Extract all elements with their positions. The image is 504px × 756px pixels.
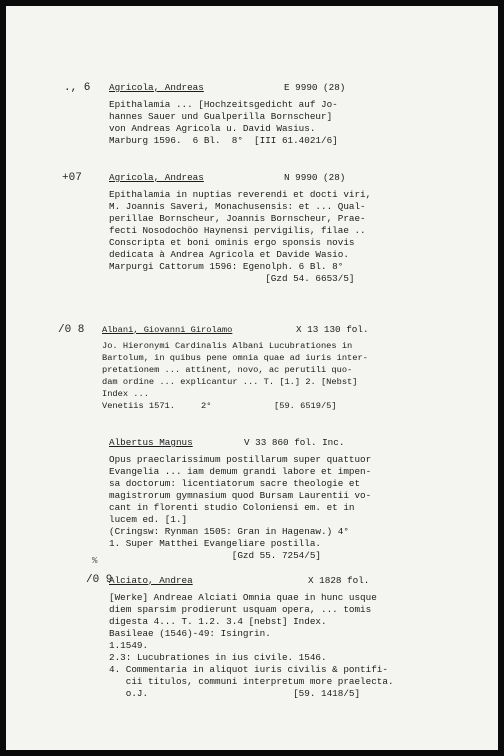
- card-heading: Albani, Giovanni Girolamo: [102, 325, 233, 335]
- card-line: Index ...: [102, 389, 149, 399]
- card-line: [Gzd 55. 7254/5]: [109, 550, 322, 561]
- card-heading: Agricola, Andreas: [109, 172, 204, 183]
- shelf-mark: E 9990 (28): [284, 82, 346, 93]
- card-line: Evangelia ... iam demum grandi labore et impen-: [109, 466, 372, 477]
- catalog-sheet: [6, 6, 498, 750]
- card-line: Venetiis 1571. 2° [59. 6519/5]: [102, 401, 337, 411]
- card-line: (Cringsw: Rynman 1505: Gran in Hagenaw.) 4°: [109, 526, 349, 537]
- card-number: +07: [62, 172, 82, 184]
- card-number: /0 9: [86, 574, 113, 586]
- card-line: 4. Commentaria in aliquot iuris civilis & pontifi-: [109, 664, 388, 675]
- card-heading: Agricola, Andreas: [109, 82, 204, 93]
- card-line: o.J. [59. 1418/5]: [109, 688, 361, 699]
- card-number: /0 8: [58, 324, 85, 336]
- card-line: [Gzd 54. 6653/5]: [109, 273, 355, 284]
- card-line: 2.3: Lucubrationes in ius civile. 1546.: [109, 652, 327, 663]
- card-line: lucem ed. [1.]: [109, 514, 188, 525]
- card-line: Marburg 1596. 6 Bl. 8° [III 61.4021/6]: [109, 135, 338, 146]
- card-line: Opus praeclarissimum postillarum super quattuor: [109, 454, 372, 465]
- card-heading: Albertus Magnus: [109, 437, 193, 448]
- card-line: dedicata à Andrea Agricola et Davide Wasio.: [109, 249, 349, 260]
- card-line: diem sparsim prodierunt usquam opera, ... tomis: [109, 604, 372, 615]
- shelf-mark: N 9990 (28): [284, 172, 346, 183]
- card-line: magistrorum gymnasium quod Bursam Laurentii vo-: [109, 490, 372, 501]
- shelf-mark: X 13 130 fol.: [296, 324, 369, 335]
- card-line: Jo. Hieronymi Cardinalis Albani Lucubrationes in: [102, 341, 353, 351]
- catalog-card: [6, 6, 498, 706]
- card-line: [Werke] Andreae Alciati Omnia quae in hunc usque: [109, 592, 377, 603]
- card-line: cant in florenti studio Coloniensi em. et in: [109, 502, 355, 513]
- card-line: Epithalamia in nuptias reverendi et docti viri,: [109, 189, 372, 200]
- card-line: digesta 4... T. 1.2. 3.4 [nebst] Index.: [109, 616, 327, 627]
- card-line: Basileae (1546)-49: Isingrin.: [109, 628, 271, 639]
- card-line: cii titulos, communi interpretum more praelecta.: [109, 676, 394, 687]
- card-line: pretationem ... attinent, novo, ac perutili quo-: [102, 365, 353, 375]
- margin-mark: %: [92, 556, 98, 566]
- card-line: M. Joannis Saveri, Monachusensis: et ... Qual-: [109, 201, 366, 212]
- card-line: 1.1549.: [109, 640, 149, 651]
- card-line: Bartolum, in quibus pene omnia quae ad iuris inter-: [102, 353, 368, 363]
- card-line: dam ordine ... explicantur ... T. [1.] 2. [Nebst]: [102, 377, 358, 387]
- card-line: Epithalamia ... [Hochzeitsgedicht auf Jo-: [109, 99, 338, 110]
- card-heading: Alciato, Andrea: [109, 575, 193, 586]
- shelf-mark: X 1828 fol.: [308, 575, 370, 586]
- card-line: sa doctorum: licentiatorum sacre theologie et: [109, 478, 361, 489]
- card-line: 1. Super Matthei Evangeliare postilla.: [109, 538, 322, 549]
- card-number: ., 6: [64, 82, 91, 94]
- card-line: fecti Nosodochöo Haynensi pervigilis, filae ..: [109, 225, 366, 236]
- card-line: perillae Bornscheur, Joannis Bornscheur, Prae-: [109, 213, 366, 224]
- card-line: Conscripta et boni ominis ergo sponsis novis: [109, 237, 355, 248]
- shelf-mark: V 33 860 fol. Inc.: [244, 437, 345, 448]
- card-line: von Andreas Agricola u. David Wasius.: [109, 123, 316, 134]
- card-line: Marpurgi Cattorum 1596: Egenolph. 6 Bl. 8°: [109, 261, 344, 272]
- card-line: hannes Sauer und Gualperilla Bornscheur]: [109, 111, 333, 122]
